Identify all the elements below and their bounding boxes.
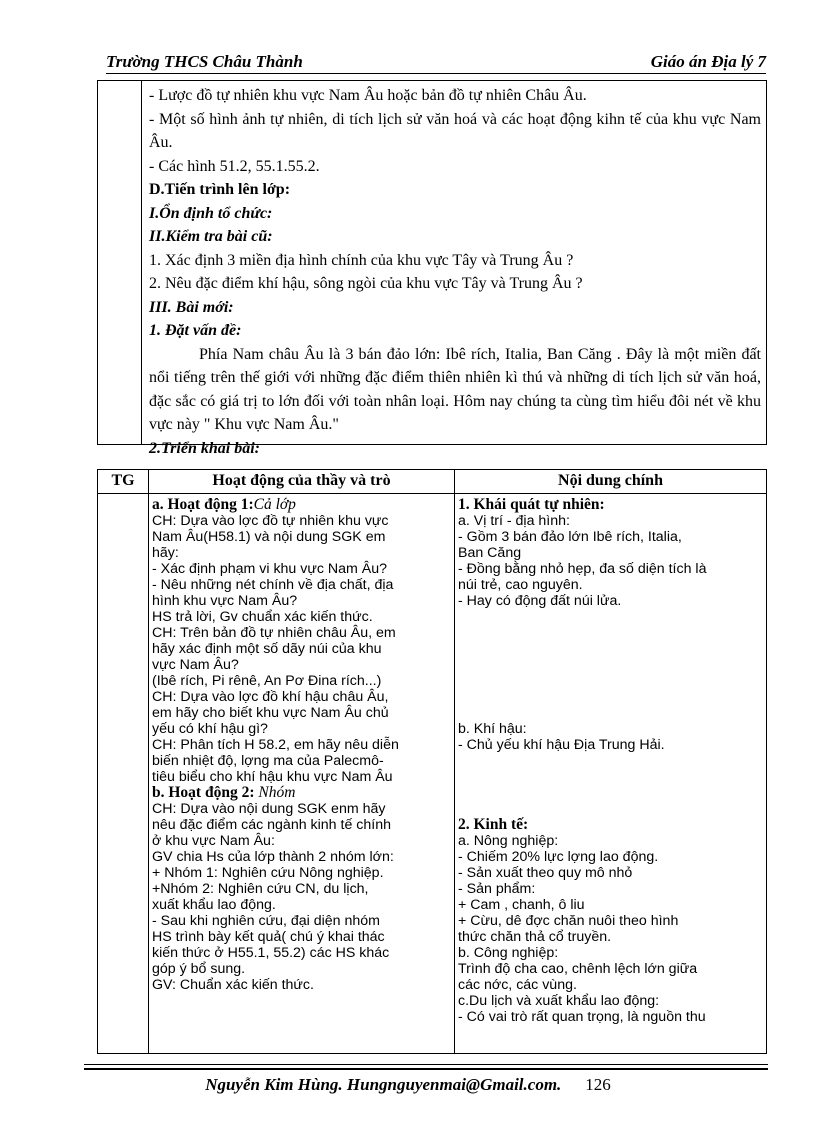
content-line: - Sản phẩm: bbox=[458, 881, 536, 897]
page-footer bbox=[0, 1075, 816, 1095]
content-title-nature: 1. Khái quát tự nhiên: bbox=[458, 496, 605, 513]
activity-line: HS trình bày kết quả( chú ý khai thác bbox=[152, 929, 385, 945]
table-header-activities: Hoạt động của thầy và trò bbox=[212, 472, 391, 489]
activity-2-note: Nhóm bbox=[258, 784, 296, 801]
content-title-economy: 2. Kinh tế: bbox=[458, 816, 529, 833]
content-line: b. Khí hậu: bbox=[458, 721, 527, 737]
activity-line: em hãy cho biết khu vực Nam Âu chủ bbox=[152, 705, 389, 721]
box-divider bbox=[141, 81, 142, 444]
review-question-1: 1. Xác định 3 miền địa hình chính của khu vực Tây và Trung Âu ? bbox=[149, 251, 574, 269]
content-column bbox=[458, 497, 762, 1025]
activity-line: vực Nam Âu? bbox=[152, 657, 239, 673]
intro-paragraph: Phía Nam châu Âu là 3 bán đảo lớn: Ibê rích, Italia, Ban Căng . Đây là một miền đất nổi tiếng trên thế giới với những đặc điểm thiên nhiên kì thú và những di tích lịch sử văn hoá, đặc sắc có giá trị to lớn đối với toàn nhân loại. Hôm nay chúng ta cùng tìm hiểu đôi nét về khu vực này " Khu vực Nam Âu." bbox=[149, 345, 761, 433]
activities-column bbox=[152, 497, 450, 993]
activity-line: hình khu vực Nam Âu? bbox=[152, 593, 298, 609]
activity-line: hãy: bbox=[152, 545, 179, 561]
header-rule bbox=[106, 73, 766, 74]
table-col-line-2 bbox=[454, 470, 455, 1053]
activity-line: - Sau khi nghiên cứu, đại diện nhóm bbox=[152, 913, 380, 929]
material-line-1: - Lược đồ tự nhiên khu vực Nam Âu hoặc bản đồ tự nhiên Châu Âu. bbox=[149, 87, 587, 104]
activity-2-title: b. Hoạt động 2: Nhóm bbox=[152, 784, 296, 801]
review-question-2: 2. Nêu đặc điểm khí hậu, sông ngòi của khu vực Tây và Trung Âu ? bbox=[149, 275, 583, 292]
activity-line: CH: Trên bản đồ tự nhiên châu Âu, em bbox=[152, 625, 396, 641]
content-line: a. Vị trí - địa hình: bbox=[458, 513, 570, 529]
content-line: b. Công nghiệp: bbox=[458, 945, 559, 961]
activity-line: CH: Dựa vào lợc đồ tự nhiên khu vực bbox=[152, 513, 389, 529]
activity-line: ở khu vực Nam Âu: bbox=[152, 833, 275, 849]
activity-line: nêu đặc điểm các ngành kinh tế chính bbox=[152, 817, 391, 833]
footer-rule-thick bbox=[84, 1068, 768, 1070]
activity-line: (Ibê rích, Pi rênê, An Pơ Đina rích...) bbox=[152, 673, 382, 689]
activity-line: góp ý bổ sung. bbox=[152, 961, 246, 977]
activity-line: +Nhóm 2: Nghiên cứu CN, du lịch, bbox=[152, 881, 369, 897]
school-name: Trường THCS Châu Thành bbox=[106, 52, 303, 71]
activity-line: - Xác định phạm vi khu vực Nam Âu? bbox=[152, 561, 388, 577]
lesson-intro-content bbox=[149, 84, 761, 460]
activity-line: xuất khẩu lao động. bbox=[152, 897, 276, 913]
content-line: + Cam , chanh, ô liu bbox=[458, 897, 585, 913]
activity-1-note: Cả lớp bbox=[253, 496, 296, 513]
table-col-line-1 bbox=[148, 470, 149, 1053]
footer-author: Nguyễn Kim Hùng. Hungnguyenmai@Gmail.com. bbox=[205, 1075, 562, 1094]
subject-title: Giáo án Địa lý 7 bbox=[650, 52, 766, 71]
activity-line: CH: Phân tích H 58.2, em hãy nêu diễn bbox=[152, 737, 399, 753]
activity-line: hãy xác định một số dãy núi của khu bbox=[152, 641, 382, 657]
activity-line: CH: Dựa vào lợc đồ khí hậu châu Âu, bbox=[152, 689, 389, 705]
heading-organization: I.Ổn định tổ chức: bbox=[149, 204, 273, 222]
heading-new-lesson: III. Bài mới: bbox=[149, 298, 234, 316]
page-number: 126 bbox=[585, 1075, 611, 1094]
content-line: + Cừu, dê đợc chăn nuôi theo hình bbox=[458, 913, 679, 929]
heading-problem: 1. Đặt vấn đề: bbox=[149, 322, 242, 339]
activity-line: biến nhiệt độ, lợng ma của Palecmô- bbox=[152, 753, 384, 769]
content-line: núi trẻ, cao nguyên. bbox=[458, 577, 583, 593]
content-line: - Đồng bằng nhỏ hẹp, đa số diện tích là bbox=[458, 561, 707, 577]
content-line: Ban Căng bbox=[458, 545, 522, 561]
lesson-intro-box bbox=[97, 80, 767, 457]
activity-line: + Nhóm 1: Nghiên cứu Nông nghiệp. bbox=[152, 865, 384, 881]
content-line: - Chủ yếu khí hậu Địa Trung Hải. bbox=[458, 737, 665, 753]
content-line: Trình độ cha cao, chênh lệch lớn giữa bbox=[458, 961, 698, 977]
table-header-rule bbox=[98, 493, 766, 494]
content-line: a. Nông nghiệp: bbox=[458, 833, 559, 849]
table-header-content: Nội dung chính bbox=[558, 472, 663, 489]
content-line: thức chăn thả cổ truyền. bbox=[458, 929, 612, 945]
material-line-2: - Một số hình ảnh tự nhiên, di tích lịch sử văn hoá và các hoạt động kihn tế của khu vực Nam Âu. bbox=[149, 110, 761, 151]
page-header bbox=[106, 52, 766, 74]
table-header-tg: TG bbox=[111, 472, 135, 489]
content-line: - Hay có động đất núi lửa. bbox=[458, 593, 622, 609]
content-line: - Sản xuất theo quy mô nhỏ bbox=[458, 865, 633, 881]
activity-line: Nam Âu(H58.1) và nội dung SGK em bbox=[152, 529, 386, 545]
activity-line: GV: Chuẩn xác kiến thức. bbox=[152, 977, 314, 993]
activity-line: tiêu biểu cho khí hậu khu vực Nam Âu bbox=[152, 769, 393, 785]
activity-line: CH: Dựa vào nội dung SGK enm hãy bbox=[152, 801, 386, 817]
activity-1-title: a. Hoạt động 1:Cả lớp bbox=[152, 496, 296, 513]
activity-line: kiến thức ở H55.1, 55.2) các HS khác bbox=[152, 945, 390, 961]
activity-line: HS trả lời, Gv chuẩn xác kiến thức. bbox=[152, 609, 373, 625]
footer-rule-thin bbox=[84, 1064, 768, 1065]
content-line: c.Du lịch và xuất khẩu lao động: bbox=[458, 993, 660, 1009]
activity-line: yếu có khí hậu gì? bbox=[152, 721, 268, 737]
content-line: các nớc, các vùng. bbox=[458, 977, 577, 993]
activity-line: - Nêu những nét chính về địa chất, địa bbox=[152, 577, 394, 593]
activity-line: GV chia Hs của lớp thành 2 nhóm lớn: bbox=[152, 849, 394, 865]
heading-procedure: D.Tiến trình lên lớp: bbox=[149, 181, 291, 198]
lesson-table bbox=[97, 469, 767, 1054]
content-line: - Có vai trò rất quan trọng, là nguồn thu bbox=[458, 1009, 706, 1025]
material-line-3: - Các hình 51.2, 55.1.55.2. bbox=[149, 157, 320, 175]
content-line: - Gồm 3 bán đảo lớn Ibê rích, Italia, bbox=[458, 529, 682, 545]
heading-lesson-body: 2.Triển khai bài: bbox=[149, 439, 260, 457]
heading-review: II.Kiểm tra bài cũ: bbox=[149, 228, 273, 245]
content-line: - Chiếm 20% lực lợng lao động. bbox=[458, 849, 659, 865]
